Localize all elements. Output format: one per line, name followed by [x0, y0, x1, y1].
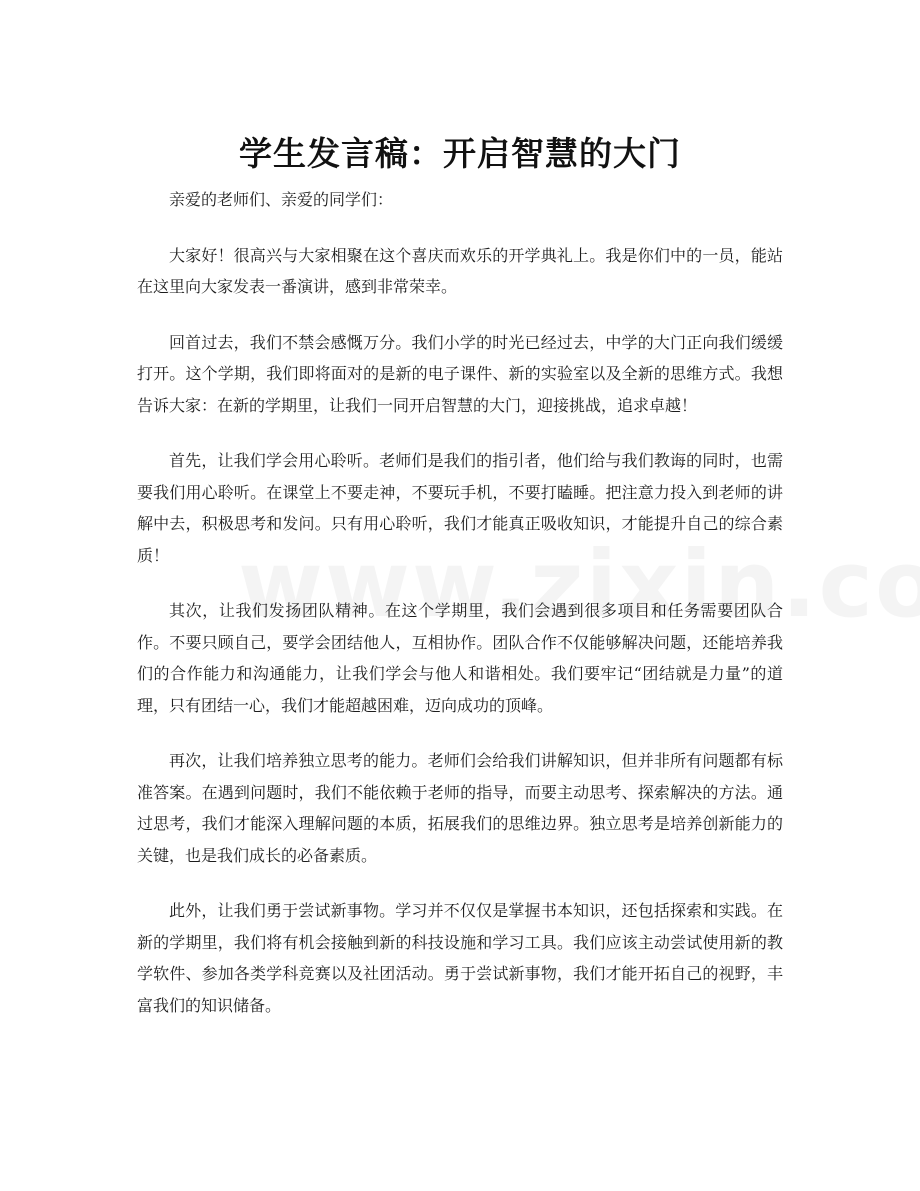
document-title: 学生发言稿：开启智慧的大门 — [239, 134, 681, 174]
body-paragraph: 再次，让我们培养独立思考的能力。老师们会给我们讲解知识，但并非所有问题都有标准答案。在遇到问题时，我们不能依赖于老师的指导，而要主动思考、探索解决的方法。通过思考，我们才能深入理解问题的本质，拓展我们的思维边界。独立思考是培养创新能力的关键，也是我们成长的必备素质。 — [137, 751, 783, 865]
document-body — [137, 184, 783, 1045]
salutation-paragraph: 亲爱的老师们、亲爱的同学们： — [169, 190, 394, 209]
greeting-paragraph: 大家好！很高兴与大家相聚在这个喜庆而欢乐的开学典礼上。我是你们中的一员，能站在这里向大家发表一番演讲，感到非常荣幸。 — [137, 245, 783, 296]
body-paragraph: 其次，让我们发扬团队精神。在这个学期里，我们会遇到很多项目和任务需要团队合作。不要只顾自己，要学会团结他人，互相协作。团队合作不仅能够解决问题，还能培养我们的合作能力和沟通能力，让我们学会与他人和谐相处。我们要牢记“团结就是力量”的道理，只有团结一心，我们才能超越困难，迈向成功的顶峰。 — [137, 601, 783, 715]
body-paragraph: 此外，让我们勇于尝试新事物。学习并不仅仅是掌握书本知识，还包括探索和实践。在新的学期里，我们将有机会接触到新的科技设施和学习工具。我们应该主动尝试使用新的教学软件、参加各类学科竞赛以及社团活动。勇于尝试新事物，我们才能开拓自己的视野，丰富我们的知识储备。 — [137, 901, 783, 1015]
body-paragraph: 回首过去，我们不禁会感慨万分。我们小学的时光已经过去，中学的大门正向我们缓缓打开。这个学期，我们即将面对的是新的电子课件、新的实验室以及全新的思维方式。我想告诉大家：在新的学期里，让我们一同开启智慧的大门，迎接挑战，追求卓越！ — [137, 332, 783, 415]
body-paragraph: 首先，让我们学会用心聆听。老师们是我们的指引者，他们给与我们教诲的同时，也需要我们用心聆听。在课堂上不要走神，不要玩手机，不要打瞌睡。把注意力投入到老师的讲解中去，积极思考和发问。只有用心聆听，我们才能真正吸收知识，才能提升自己的综合素质！ — [137, 451, 783, 565]
